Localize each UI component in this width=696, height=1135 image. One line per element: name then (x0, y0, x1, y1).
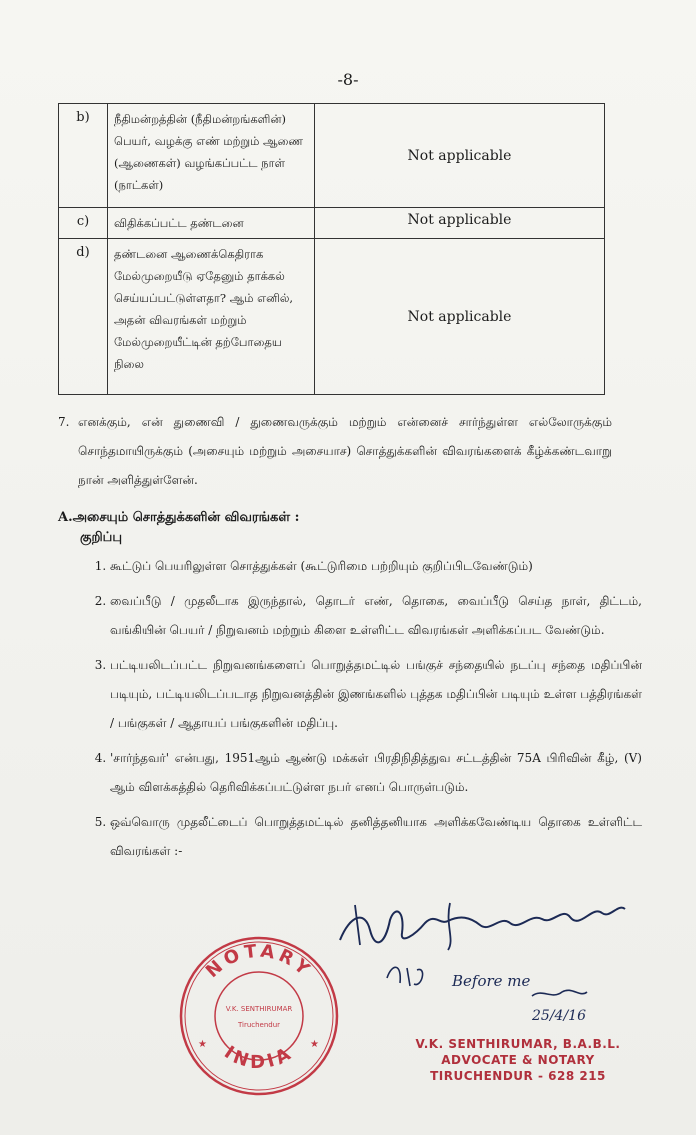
notary-seal (178, 935, 340, 1097)
row-question: விதிக்கப்பட்ட தண்டனை (108, 208, 315, 239)
handwritten-note-text: Before me (452, 972, 531, 990)
table-row (59, 208, 605, 239)
row-question: தண்டனை ஆணைக்கெதிராக மேல்முறையீடு ஏதேனும் தாக்கல் செய்யப்பட்டுள்ளதா? ஆம் எனில், அதன் விவரங்கள் மற்றும் மேல்முறையீட்டின் தற்போதைய நிலை (108, 239, 315, 395)
list-item: 3. பட்டியலிடப்பட்ட நிறுவனங்களைப் பொறுத்தமட்டில் பங்குச் சந்தையில் நடப்பு சந்தை மதிப்பின் படியும், பட்டியலிடப்படாத நிறுவனத்தின் இணங்களில் புத்தக மதிப்பின் படியும் உள்ள பத்திரங்கள் / பங்குகள் / ஆதாயப் பங்குகளின் மதிப்பு. (110, 651, 642, 738)
row-label: d) (59, 239, 108, 395)
row-value: Not applicable (315, 239, 605, 395)
handwritten-note (382, 948, 612, 1028)
stamp-line-address: TIRUCHENDUR - 628 215 (430, 1069, 606, 1083)
list-item: 5. ஒவ்வொரு முதலீட்டைப் பொறுத்தமட்டில் தனித்தனியாக அளிக்கவேண்டிய தொகை உள்ளிட்ட விவரங்கள் :- (110, 808, 642, 866)
row-label: b) (59, 104, 108, 208)
paragraph-7: எனக்கும், என் துணைவி / துணைவருக்கும் மற்றும் என்னைச் சார்ந்துள்ள எல்லோருக்கும் சொந்தமாயிருக்கும் (அசையும் மற்றும் அசையாச) சொத்துக்களின் விவரங்களைக் கீழ்க்கண்டவாறு நான் அளித்துள்ளேன். (78, 415, 612, 487)
declaration-table (58, 103, 605, 395)
row-value: Not applicable (315, 104, 605, 208)
page-number: -8- (337, 70, 359, 89)
seal-top-text: NOTARY (201, 940, 317, 983)
section-a-heading: A.அசையும் சொத்துக்களின் விவரங்கள் : (58, 510, 300, 525)
notary-name-stamp (408, 1036, 628, 1084)
signature-scribble (330, 895, 630, 955)
list-item: 1. கூட்டுப் பெயரிலுள்ள சொத்துக்கள் (கூட்டுரிமை பற்றியும் குறிப்பிடவேண்டும்) (110, 552, 642, 581)
row-label: c) (59, 208, 108, 239)
svg-text:INDIA (220, 1042, 297, 1073)
seal-inner-place: Tiruchendur (237, 1021, 281, 1029)
notes-list (80, 552, 642, 872)
svg-text:NOTARY (202, 941, 316, 983)
row-question: நீதிமன்றத்தின் (நீதிமன்றங்களின்) பெயர், வழக்கு எண் மற்றும் ஆணை (ஆணைகள்) வழங்கப்பட்ட நாள் (நாட்கள்) (108, 104, 315, 208)
list-item: 4. 'சார்ந்தவர்' என்பது, 1951ஆம் ஆண்டு மக்கள் பிரதிநிதித்துவ சட்டத்தின் 75A பிரிவின் கீழ், (V) ஆம் விளக்கத்தில் தெரிவிக்கப்பட்டுள்ள நபர் எனப் பொருள்படும். (110, 744, 642, 802)
paragraph-7-number: 7. (58, 415, 70, 429)
table-row (59, 239, 605, 395)
seal-inner-name: V.K. SENTHIRUMAR (225, 1005, 293, 1013)
seal-star-icon: ★ (310, 1039, 319, 1050)
row-value: Not applicable (315, 208, 605, 239)
seal-bottom-text: INDIA (220, 1041, 298, 1074)
notes-subheading: குறிப்பு (80, 530, 123, 545)
list-item: 2. வைப்பீடு / முதலீடாக இருந்தால், தொடர் எண், தொகை, வைப்பீடு செய்த நாள், திட்டம், வங்கியின் பெயர் / நிறுவனம் மற்றும் கிளை உள்ளிட்ட விவரங்கள் அளிக்கப்பட வேண்டும். (110, 587, 642, 645)
handwritten-date: 25/4/16 (532, 1008, 586, 1024)
stamp-line-name: V.K. SENTHIRUMAR, B.A.B.L. (415, 1037, 621, 1051)
table-row (59, 104, 605, 208)
stamp-line-title: ADVOCATE & NOTARY (441, 1053, 595, 1067)
seal-star-icon: ★ (198, 1039, 207, 1050)
